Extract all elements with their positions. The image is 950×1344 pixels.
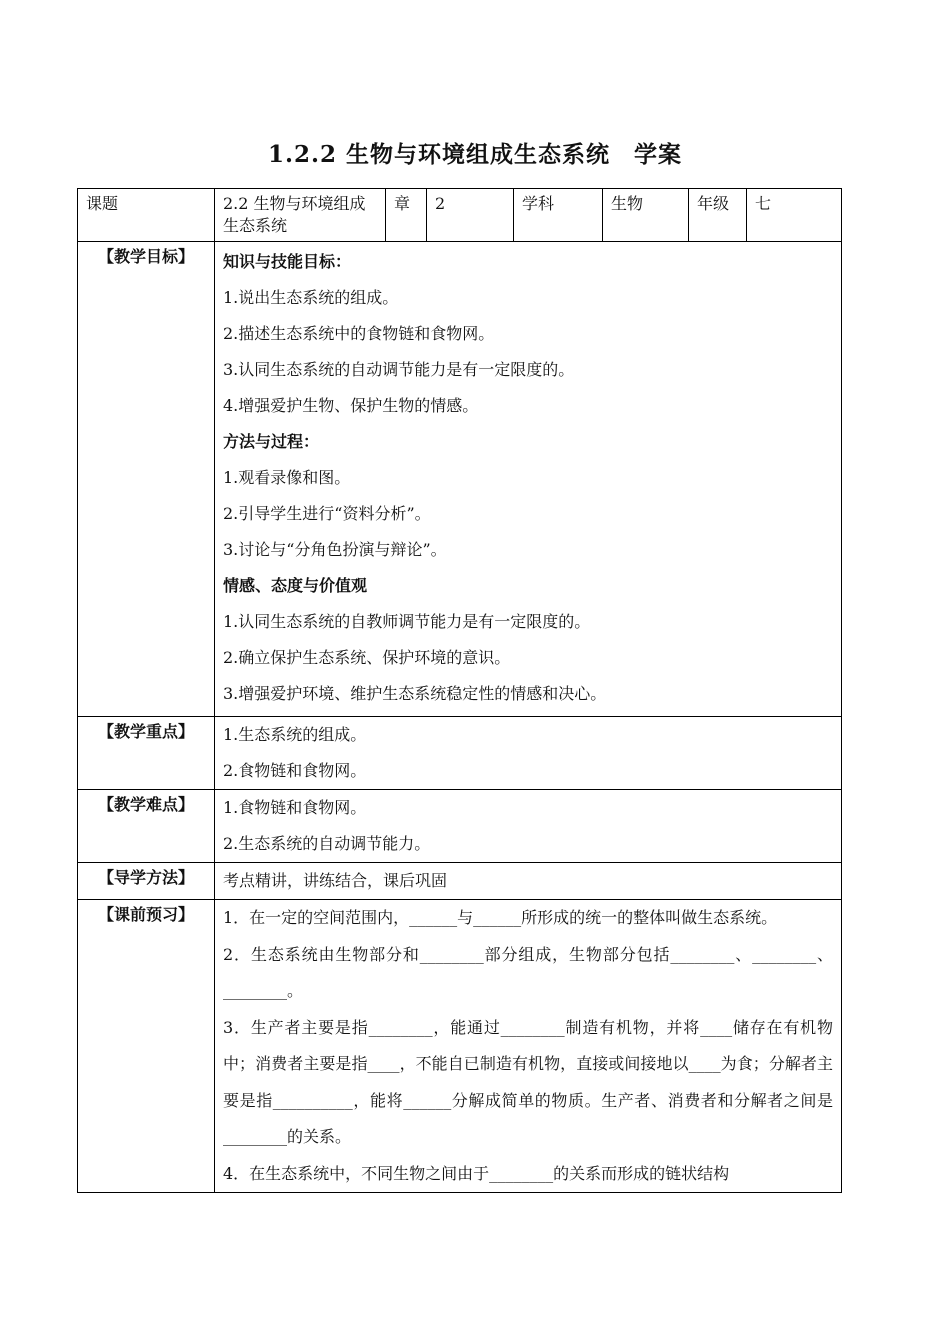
objectives-content [215,242,842,717]
difficulty-item: 2.生态系统的自动调节能力。 [223,834,431,853]
difficulty-item: 1.食物链和食物网。 [223,798,367,817]
key-points-content [215,717,842,790]
preview-question: 3．生产者主要是指________，能通过________制造有机物，并将____储存在有机物中；消费者主要是指____，不能自已制造有机物，直接或间接地以____为食；分解者主要是指__________，能将______分解成简单的物质。生产者、消费者和分解者之间是________的关系。 [223,1017,833,1146]
topic-label: 课题 [78,189,215,242]
method-content [215,863,842,900]
preview-content [215,900,842,1193]
subject-label: 学科 [514,189,603,242]
knowledge-item: 2.描述生态系统中的食物链和食物网。 [223,324,495,343]
subject-value: 生物 [603,189,689,242]
objectives-row [78,242,842,717]
key-points-label: 【教学重点】 [78,717,215,790]
method-item: 1.观看录像和图。 [223,468,351,487]
key-point-item: 2.食物链和食物网。 [223,761,367,780]
objectives-label: 【教学目标】 [78,242,215,717]
chapter-label: 章 [386,189,427,242]
page-title: 1.2.2 生物与环境组成生态系统 学案 [267,141,683,168]
method-label: 【导学方法】 [78,863,215,900]
preview-question: 1．在一定的空间范围内，______与______所形成的统一的整体叫做生态系统。 [223,908,778,927]
difficulties-label: 【教学难点】 [78,790,215,863]
preview-row [78,900,842,1193]
difficulties-content [215,790,842,863]
topic-value: 2.2 生物与环境组成生态系统 [215,189,386,242]
method-value: 考点精讲，讲练结合，课后巩固 [223,871,448,890]
emotion-item: 1.认同生态系统的自教师调节能力是有一定限度的。 [223,612,591,631]
grade-value: 七 [747,189,842,242]
preview-label: 【课前预习】 [78,900,215,1193]
knowledge-item: 1.说出生态系统的组成。 [223,288,399,307]
method-row [78,863,842,900]
key-point-item: 1.生态系统的组成。 [223,725,367,744]
knowledge-item: 3.认同生态系统的自动调节能力是有一定限度的。 [223,360,575,379]
preview-question: 2．生态系统由生物部分和________部分组成，生物部分包括________、________、________。 [223,944,833,1000]
method-item: 3.讨论与“分角色扮演与辩论”。 [223,540,447,559]
header-row [78,189,842,242]
grade-label: 年级 [689,189,747,242]
method-heading: 方法与过程： [223,432,320,451]
preview-question: 4．在生态系统中，不同生物之间由于________的关系而形成的链状结构 [223,1163,730,1183]
knowledge-heading: 知识与技能目标： [223,252,352,271]
emotion-heading: 情感、态度与价值观 [223,576,368,595]
knowledge-item: 4.增强爱护生物、保护生物的情感。 [223,396,479,415]
emotion-item: 3.增强爱护环境、维护生态系统稳定性的情感和决心。 [223,684,607,703]
method-item: 2.引导学生进行“资料分析”。 [223,504,431,523]
chapter-value: 2 [427,189,514,242]
key-points-row [78,717,842,790]
emotion-item: 2.确立保护生态系统、保护环境的意识。 [223,648,511,667]
lesson-plan-table [77,188,842,1193]
difficulties-row [78,790,842,863]
